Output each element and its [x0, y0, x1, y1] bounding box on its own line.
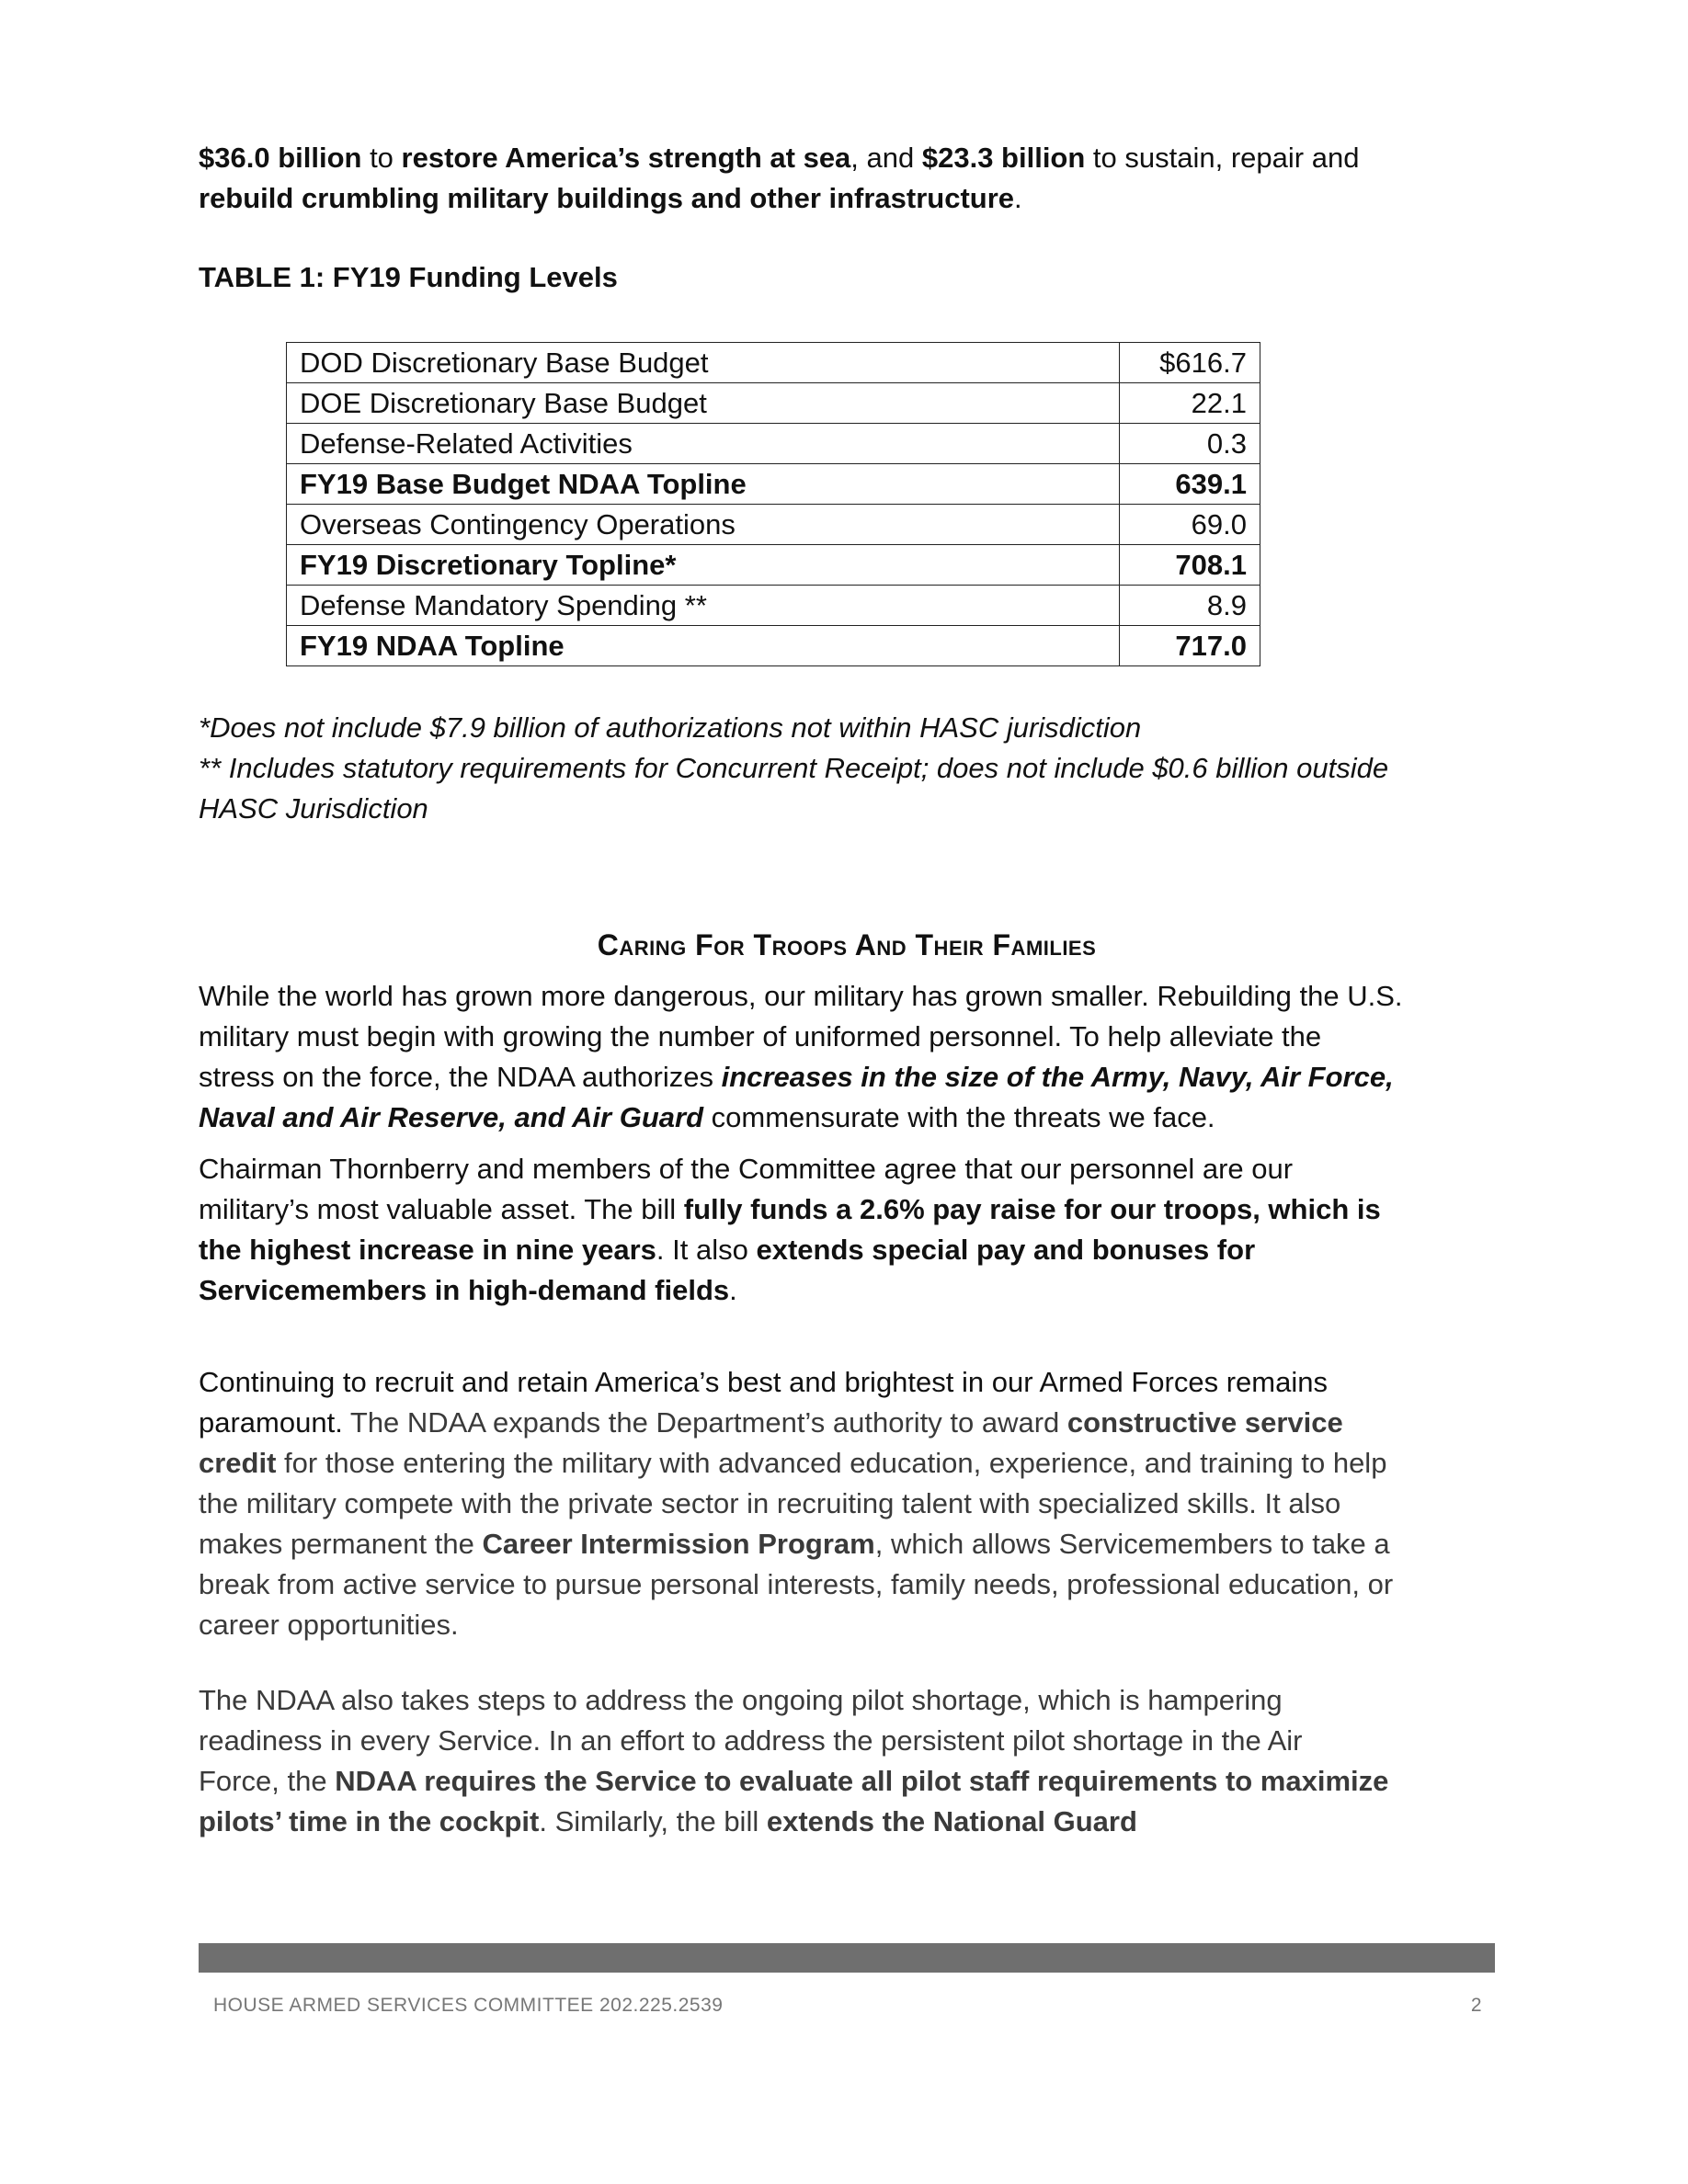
row-value: 69.0 [1120, 505, 1260, 545]
footer-organization: HOUSE ARMED SERVICES COMMITTEE 202.225.2539 [213, 1995, 724, 2016]
table-row [287, 383, 1260, 424]
text-span: . [729, 1274, 737, 1306]
text-span: . It also [656, 1234, 757, 1266]
text-span: Force, the [199, 1765, 336, 1797]
row-label: DOD Discretionary Base Budget [287, 343, 1120, 383]
table-row [287, 505, 1260, 545]
footnote-2-cont: HASC Jurisdiction [199, 792, 428, 825]
footnote-2: ** Includes statutory requirements for Concurrent Receipt; does not include $0.6 billion outside [199, 752, 1389, 784]
footnote-1: *Does not include $7.9 billion of authorizations not within HASC jurisdiction [199, 711, 1142, 744]
text-line: While the world has grown more dangerous, our military has grown smaller. Rebuilding the U.S. [199, 980, 1403, 1012]
text-span: for those entering the military with advanced education, experience, and training to help [276, 1447, 1387, 1479]
page-number: 2 [1470, 1995, 1482, 2016]
emphasis-span: pilots’ time in the cockpit [199, 1805, 540, 1837]
emphasis-span: fully funds a 2.6% pay raise for our troops, which is [683, 1193, 1381, 1225]
table-row-total [287, 626, 1260, 666]
table-row-total [287, 464, 1260, 505]
section-heading-text: Caring For Troops And Their Families [597, 928, 1097, 961]
text-span: commensurate with the threats we face. [703, 1101, 1215, 1133]
emphasis-span: increases in the size of the Army, Navy, Air Force, [721, 1061, 1394, 1093]
row-value: 639.1 [1120, 464, 1260, 505]
table-row [287, 343, 1260, 383]
row-value: 717.0 [1120, 626, 1260, 666]
paragraph-3 [199, 1362, 1495, 1645]
text-line: career opportunities. [199, 1609, 459, 1641]
table-row [287, 586, 1260, 626]
emphasis-span: Naval and Air Reserve, and Air Guard [199, 1101, 704, 1133]
row-label: FY19 NDAA Topline [287, 626, 1120, 666]
amount-sea: $36.0 billion [199, 142, 362, 174]
emphasis-span: credit [199, 1447, 277, 1479]
emphasis-span: extends special pay and bonuses for [756, 1234, 1256, 1266]
page-footer [213, 1995, 1482, 2017]
text-span: . Similarly, the bill [539, 1805, 767, 1837]
amount-infrastructure: $23.3 billion [921, 142, 1086, 174]
table-row-total [287, 545, 1260, 586]
intro-text: , and [850, 142, 922, 174]
intro-text: to sustain, repair and [1085, 142, 1360, 174]
emphasis-span: NDAA requires the Service to evaluate all pilot staff requirements to maximize [335, 1765, 1389, 1797]
row-label: Overseas Contingency Operations [287, 505, 1120, 545]
row-label: DOE Discretionary Base Budget [287, 383, 1120, 424]
text-span: makes permanent the [199, 1528, 483, 1560]
paragraph-1 [199, 976, 1495, 1138]
emphasis-span: Career Intermission Program [482, 1528, 875, 1560]
text-span: stress on the force, the NDAA authorizes [199, 1061, 722, 1093]
row-label: Defense Mandatory Spending ** [287, 586, 1120, 626]
text-span: paramount. [199, 1406, 343, 1439]
paragraph-2 [199, 1149, 1495, 1311]
row-label: Defense-Related Activities [287, 424, 1120, 464]
intro-emphasis: restore America’s strength at sea [401, 142, 851, 174]
footer-divider [199, 1943, 1495, 1973]
row-label: FY19 Base Budget NDAA Topline [287, 464, 1120, 505]
text-line: readiness in every Service. In an effort to address the persistent pilot shortage in the Air [199, 1724, 1303, 1757]
table-row [287, 424, 1260, 464]
emphasis-span: Servicemembers in high-demand fields [199, 1274, 730, 1306]
intro-paragraph [199, 138, 1495, 219]
section-heading [199, 928, 1495, 962]
text-line: the military compete with the private sector in recruiting talent with specialized skills. It also [199, 1487, 1341, 1519]
intro-text: to [361, 142, 402, 174]
row-value: 708.1 [1120, 545, 1260, 586]
text-line: Continuing to recruit and retain America’s best and brightest in our Armed Forces remains [199, 1366, 1328, 1398]
intro-text: . [1014, 182, 1022, 214]
text-line: Chairman Thornberry and members of the Committee agree that our personnel are our [199, 1153, 1294, 1185]
text-line: military must begin with growing the number of uniformed personnel. To help alleviate the [199, 1020, 1322, 1052]
emphasis-span: constructive service [1066, 1406, 1343, 1439]
row-value: $616.7 [1120, 343, 1260, 383]
row-value: 22.1 [1120, 383, 1260, 424]
funding-table [286, 342, 1260, 666]
text-span: The NDAA expands the Department’s authority to award [342, 1406, 1067, 1439]
text-span: military’s most valuable asset. The bill [199, 1193, 684, 1225]
intro-emphasis: rebuild crumbling military buildings and other infrastructure [199, 182, 1015, 214]
text-line: break from active service to pursue personal interests, family needs, professional education, or [199, 1568, 1394, 1600]
row-value: 8.9 [1120, 586, 1260, 626]
emphasis-span: extends the National Guard [766, 1805, 1137, 1837]
text-line: The NDAA also takes steps to address the ongoing pilot shortage, which is hampering [199, 1684, 1283, 1716]
table-title: TABLE 1: FY19 Funding Levels [199, 261, 618, 293]
row-value: 0.3 [1120, 424, 1260, 464]
paragraph-4 [199, 1680, 1495, 1842]
table-footnotes [199, 708, 1388, 829]
text-span: , which allows Servicemembers to take a [874, 1528, 1390, 1560]
row-label: FY19 Discretionary Topline* [287, 545, 1120, 586]
emphasis-span: the highest increase in nine years [199, 1234, 656, 1266]
